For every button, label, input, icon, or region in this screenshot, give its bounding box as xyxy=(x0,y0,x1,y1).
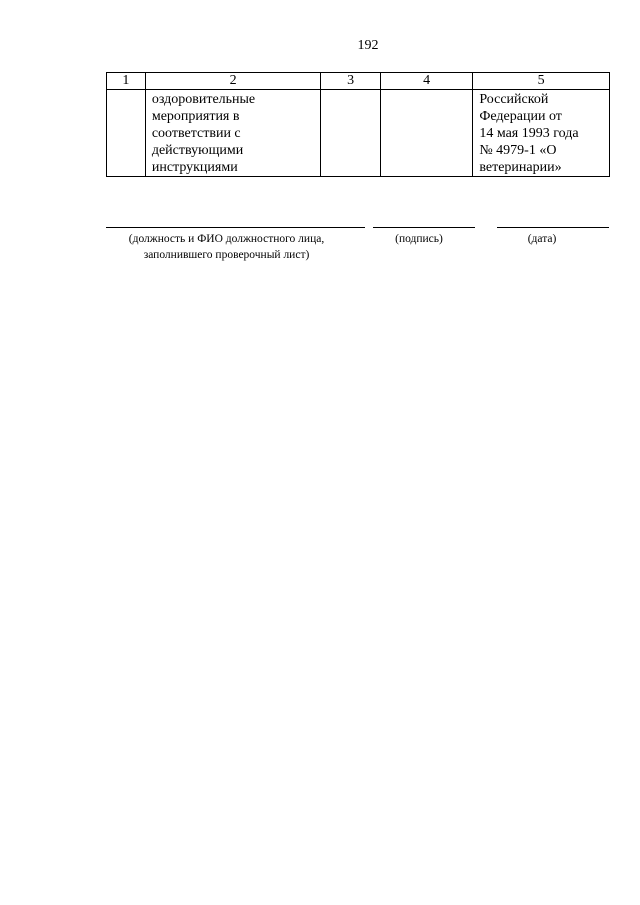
column-header-5: 5 xyxy=(473,73,610,90)
column-header-3: 3 xyxy=(321,73,381,90)
column-header-2: 2 xyxy=(145,73,320,90)
table-cell-requirement: оздоровительные мероприятия в соответствии с действующими инструкциями xyxy=(145,90,320,177)
column-header-4: 4 xyxy=(380,73,472,90)
checklist-table xyxy=(106,72,610,177)
table-header-row xyxy=(107,73,610,90)
position-signature-line xyxy=(106,227,365,228)
table-row xyxy=(107,90,610,177)
signature-caption: (подпись) xyxy=(395,233,443,245)
table-cell-col4 xyxy=(380,90,472,177)
signature-line xyxy=(373,227,475,228)
table-cell-number xyxy=(107,90,146,177)
page-number: 192 xyxy=(357,38,379,53)
table-cell-legal-reference: Российской Федерации от 14 мая 1993 года № 4979-1 «О ветеринарии» xyxy=(473,90,610,177)
position-caption: (должность и ФИО должностного лица, заполнившего проверочный лист) xyxy=(128,233,325,261)
table-cell-col3 xyxy=(321,90,381,177)
column-header-1: 1 xyxy=(107,73,146,90)
date-caption: (дата) xyxy=(527,233,557,245)
date-line xyxy=(497,227,609,228)
